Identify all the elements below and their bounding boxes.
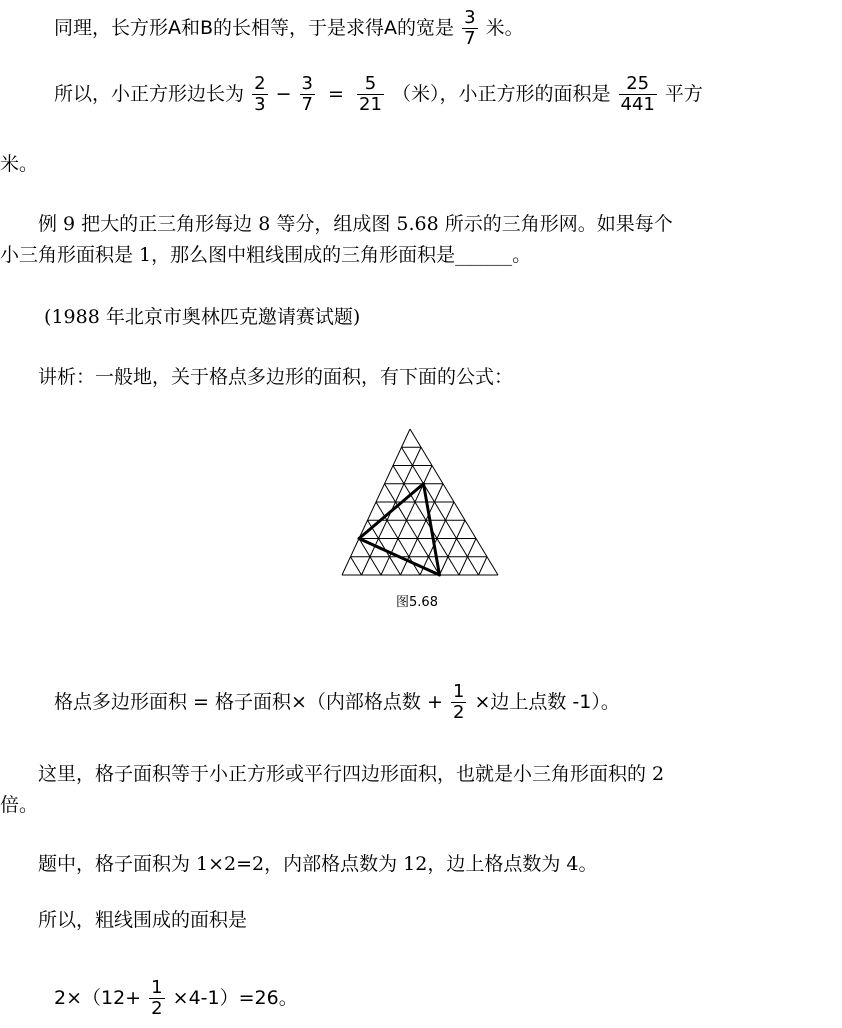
fraction: $\frac{1}{2}$ [151, 977, 163, 1019]
formula-text: ×4-1）=26。 [172, 987, 298, 1009]
fraction: $\frac{3}{7}$ [464, 7, 476, 49]
fraction: $\frac{5}{21}$ [359, 73, 382, 115]
triangle-grid-figure [338, 425, 504, 615]
paragraph-line: 所以，粗线围成的面积是 [0, 909, 248, 931]
fraction: $\frac{3}{7}$ [301, 73, 313, 115]
line-text: 平方 [664, 83, 703, 105]
bold-triangle [359, 484, 440, 575]
example-line-2: 小三角形面积是 1，那么图中粗线围成的三角形面积是______。 [0, 244, 532, 266]
source-line: (1988 年北京市奥林匹克邀请赛试题) [0, 306, 361, 328]
line-text: 米。 [485, 17, 524, 39]
grid-line-left [351, 557, 362, 575]
formula-text: 格点多边形面积 = 格子面积×（内部格点数 + [54, 691, 443, 713]
line-text: 同理，长方形A和B的长相等，于是求得A的宽是 [54, 17, 455, 39]
grid-line-right [479, 557, 488, 575]
text-line: 米。 [0, 153, 39, 175]
paragraph-line: 题中，格子面积为 1×2=2，内部格点数为 12，边上格点数为 4。 [0, 853, 598, 875]
line-text: 所以，小正方形边长为 [54, 83, 245, 105]
grid-line-right [440, 520, 466, 575]
analysis-line: 讲析：一般地，关于格点多边形的面积，有下面的公式： [0, 366, 514, 388]
fraction: $\frac{25}{441}$ [620, 73, 655, 115]
grid-line-left [402, 447, 479, 575]
minus-sign: − [275, 83, 292, 105]
fraction: $\frac{2}{3}$ [254, 73, 266, 115]
final-formula [54, 978, 298, 1019]
equals-sign: = [328, 83, 344, 105]
figure-caption: 图5.68 [396, 595, 438, 610]
text-line [54, 74, 703, 115]
triangle-grid-svg [338, 425, 504, 615]
text-line [54, 8, 524, 49]
line-text: （米），小正方形的面积是 [391, 83, 611, 105]
example-line-1: 例 9 把大的正三角形每边 8 等分，组成图 5.68 所示的三角形网。如果每个 [0, 213, 673, 235]
formula-text: 2×（12+ [54, 987, 142, 1009]
paragraph-line: 这里，格子面积等于小正方形或平行四边形面积，也就是小三角形面积的 2 [0, 763, 665, 785]
paragraph-line: 倍。 [0, 794, 39, 816]
fraction: $\frac{1}{2}$ [452, 681, 465, 723]
formula-text: ×边上点数 -1）。 [474, 691, 620, 713]
formula-line [54, 682, 620, 723]
